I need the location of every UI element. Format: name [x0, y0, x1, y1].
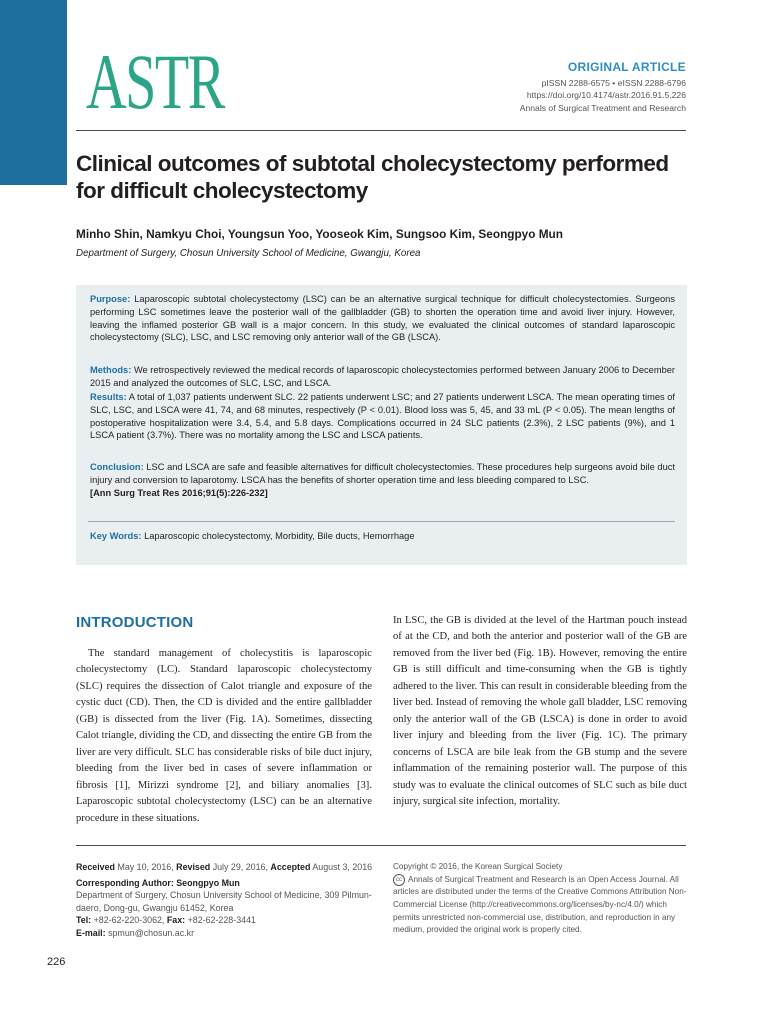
- article-type: ORIGINAL ARTICLE: [567, 60, 686, 74]
- author-list: Minho Shin, Namkyu Choi, Youngsun Yoo, Yooseok Kim, Sungsoo Kim, Seongpyo Mun: [76, 227, 563, 241]
- journal-logo: ASTR: [86, 38, 224, 125]
- body-column-left: The standard management of cholecystitis is laparoscopic cholecystectomy (LC). Standard laparoscopic cholecystectomy (SLC) requires the dissection of Calot triangle and exposure of the cystic duct (CD). Then, the CD is divided and the entire gallbladder (GB) is dissected from the liver (Fig. 1A). Sometimes, dissecting Calot triangle, dividing the CD, and dissecting the entire GB from the liver are very difficult. SLC has considerable risks of bile duct injury, bleeding from the liver bed in cases of severe inflammation or fibrosis [1], Mirizzi syndrome [2], and biliary anomalies [3]. Laparoscopic subtotal cholecystectomy (LSC) can be an alternative procedure in these situations.: [76, 648, 372, 824]
- author-address: Department of Surgery, Chosun University School of Medicine, 309 Pilmun-daero, Dong-gu, Gwangju 61452, Korea: [76, 890, 372, 913]
- keywords: [90, 531, 675, 541]
- methods-label: Methods:: [90, 365, 132, 375]
- results-label: Results:: [90, 392, 127, 402]
- received-date: May 10, 2016,: [117, 862, 174, 872]
- issn: pISSN 2288-6575 • eISSN 2288-6796: [541, 78, 686, 88]
- results-text: A total of 1,037 patients underwent SLC. 22 patients underwent LSC; and 27 patients underwent LSCA. The mean operating times of SLC, LSC, and LSCA were 41, 74, and 68 minutes, respectively (P < 0.01). Blood loss was 5, 45, and 33 mL (P < 0.05). The mean lengths of postoperative hospitalization were 3.4, 5.4, and 5.8 days. Complications occurred in 24 SLC patients (2.3%), 2 LSC patients (9%), and 1 LSCA patient (3.7%). There was no mortality among the LSC and LSCA patients.: [90, 392, 675, 441]
- accepted-date: August 3, 2016: [312, 862, 373, 872]
- corresponding-author: [76, 877, 376, 890]
- journal-meta: [520, 77, 686, 114]
- license-body: Annals of Surgical Treatment and Research is an Open Access Journal. All articles are distributed under the terms of the Creative Commons Attribution Non-Commercial License (http://creativecommons.org/licenses/by-nc/4.0/) which permits unrestricted non-commercial use, distribution, and reproduction in any medium, provided the original work is properly cited.: [393, 874, 687, 935]
- received-label: Received: [76, 862, 115, 872]
- tel-label: Tel:: [76, 915, 92, 926]
- page-number: 226: [47, 956, 66, 968]
- accepted-label: Accepted: [270, 862, 311, 872]
- revised-date: July 29, 2016,: [212, 862, 268, 872]
- keywords-text: Laparoscopic cholecystectomy, Morbidity, Bile ducts, Hemorrhage: [144, 531, 415, 541]
- email-line: [76, 927, 376, 940]
- abstract-methods: [90, 364, 675, 390]
- article-info: [76, 861, 376, 940]
- purpose-label: Purpose:: [90, 294, 131, 304]
- citation: [Ann Surg Treat Res 2016;91(5):226-232]: [90, 487, 268, 498]
- abstract-box: [76, 285, 687, 565]
- tel-value: +82-62-220-3062,: [93, 915, 165, 926]
- corresponding-label: Corresponding Author: Seongpyo Mun: [76, 877, 240, 888]
- conclusion-text: LSC and LSCA are safe and feasible alternatives for difficult cholecystectomies. These procedures help surgeons avoid bile duct injury and conversion to laparotomy. LSCA has the benefits of shorter operation time and less bleeding compared to LSC.: [90, 462, 675, 485]
- header-divider: [76, 130, 686, 131]
- fax-value: +82-62-228-3441: [187, 915, 256, 926]
- keywords-divider: [88, 521, 675, 522]
- dates-line: [76, 861, 376, 874]
- purpose-text: Laparoscopic subtotal cholecystectomy (LSC) can be an alternative surgical technique for difficult cholecystectomies. Surgeons performing LSC sometimes leave the posterior wall of the gallbladder (GB) to shorten the operation time and avoid liver injury. However, leaving the inflamed posterior GB wall is a major concern. In this study, we evaluated the clinical outcomes of standard laparoscopic cholecystectomy (SLC), LSC, and LSC removing only anterior wall of the GB (LSCA).: [90, 294, 675, 343]
- revised-label: Revised: [176, 862, 211, 872]
- creative-commons-icon: cc: [393, 874, 405, 886]
- contact-line: [76, 914, 376, 927]
- journal-name: Annals of Surgical Treatment and Research: [519, 102, 686, 113]
- fax-label: Fax:: [166, 915, 186, 926]
- footer-divider: [76, 845, 686, 846]
- abstract-purpose: [90, 293, 675, 344]
- body-column-right: In LSC, the GB is divided at the level of the Hartman pouch instead of at the CD, and both the anterior and posterior wall of the GB are removed from the liver bed (Fig. 1B). However, removing the entire GB is still difficult and time-consuming when the GB is tightly adhered to the liver. This can result in considerable bleeding from the liver bed. Instead of removing the whole gall bladder, LSC removing only the anterior wall of the GB (LSCA) is done in order to avoid liver injury and bleeding from the liver (Fig. 1C). The primary concerns of LSCA are bile leak from the GB stump and the severe inflammation of the remaining posterior wall. The purpose of this study was to evaluate the clinical outcomes of SLC such as bile duct injury, surgical site infection, mortality.: [393, 615, 687, 807]
- methods-text: We retrospectively reviewed the medical records of laparoscopic cholecystectomies performed between January 2006 to December 2015 and analyzed the outcomes of SLC, LSC, and LSCA.: [90, 365, 675, 388]
- copyright-block: [393, 861, 687, 937]
- journal-color-bar: [0, 0, 67, 185]
- conclusion-label: Conclusion:: [90, 462, 144, 472]
- license-text: [393, 874, 687, 937]
- doi-link[interactable]: https://doi.org/10.4174/astr.2016.91.5.226: [526, 90, 686, 101]
- article-title: Clinical outcomes of subtotal cholecystectomy performed for difficult cholecystectomy: [76, 151, 669, 203]
- affiliation: Department of Surgery, Chosun University School of Medicine, Gwangju, Korea: [76, 248, 421, 259]
- section-heading-introduction: INTRODUCTION: [76, 614, 194, 631]
- copyright-line: Copyright © 2016, the Korean Surgical Society: [393, 862, 563, 871]
- email-link[interactable]: spmun@chosun.ac.kr: [108, 927, 195, 938]
- keywords-label: Key Words:: [90, 531, 142, 541]
- email-label: E-mail:: [76, 927, 106, 938]
- abstract-results: [90, 391, 675, 442]
- abstract-conclusion: [90, 461, 675, 499]
